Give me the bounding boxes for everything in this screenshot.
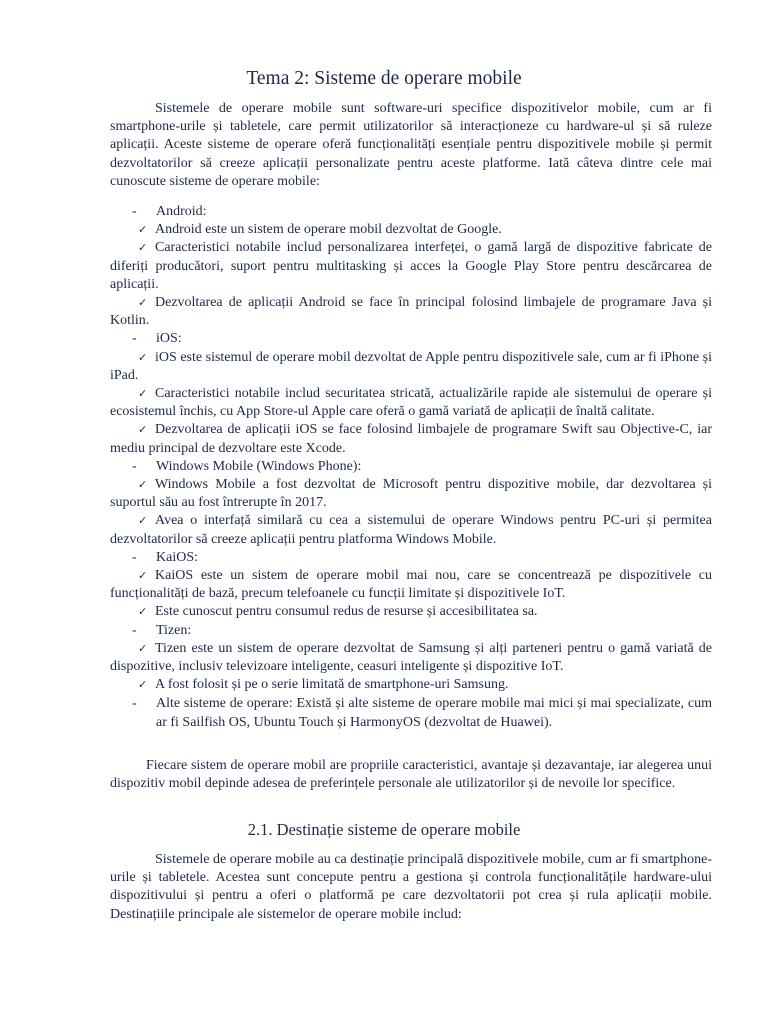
list-item-text: Avea o interfață similară cu cea a sistemului de operare Windows pentru PC-uri și permitea dezvoltatorilor să creeze aplicații pentru platforma Windows Mobile. [110, 513, 712, 547]
check-mark-icon: ✓ [138, 387, 148, 401]
list-item-heading [110, 330, 712, 348]
list-item-checked [110, 294, 712, 330]
check-mark-icon: ✓ [138, 241, 148, 255]
list-item-checked [110, 476, 712, 512]
list-item-text: Alte sisteme de operare: Există și alte sisteme de operare mobile mai mici și mai specializate, cum ar fi Sailfish OS, Ubuntu Touch și HarmonyOS (dezvoltat de Huawei). [156, 696, 712, 730]
check-mark-icon: ✓ [138, 223, 148, 237]
list-item-text: Tizen: [156, 622, 192, 638]
page-title: Tema 2: Sisteme de operare mobile [246, 68, 522, 89]
check-mark-icon: ✓ [138, 478, 148, 492]
list-item-text: Caracteristici notabile includ securitatea stricată, actualizările rapide ale sistemului de operare și ecosistemul închis, cu App Store-ul Apple care oferă o gamă variată de aplicații de înaltă calitate. [110, 386, 712, 420]
list-item-checked [110, 640, 712, 676]
check-mark-icon: ✓ [138, 641, 148, 655]
list-item-checked [110, 421, 712, 457]
list-item-text: Tizen este un sistem de operare dezvoltat de Samsung și alți parteneri pentru o gamă variată de dispozitive, inclusiv televizoare inteligente, ceasuri inteligente și dispozitive IoT. [110, 640, 712, 675]
list-item-checked [110, 221, 712, 239]
section-paragraph: Sistemele de operare mobile au ca destinație principală dispozitivele mobile, cum ar fi smartphone-urile și tabletele. Acestea sunt concepute pentru a gestiona și controla funcționalitățile hardware-ului dispozitivului și pentru a oferi o platformă pe care dezvoltatorii pot crea și rula aplicații mobile. Destinațiile principale ale sistemelor de operare mobile includ: [110, 852, 712, 922]
check-mark-icon: ✓ [138, 678, 148, 692]
list-item-text: Dezvoltarea de aplicații iOS se face folosind limbajele de programare Swift sau Objective-C, iar mediu principal de dezvoltare este Xcode. [110, 422, 712, 456]
conclusion-paragraph: Fiecare sistem de operare mobil are propriile caracteristici, avantaje și dezavantaje, iar alegerea unui dispozitiv mobil depinde adesea de preferințele personale ale utilizatorilor și de nevoile lor specifice. [110, 758, 712, 792]
check-mark-icon: ✓ [138, 423, 148, 437]
list-item-checked [110, 349, 712, 385]
list-item-heading [110, 549, 712, 567]
list-item-text: Caracteristici notabile includ personalizarea interfeței, o gamă largă de dispozitive fabricate de diferiți producători, suport pentru multitasking și acces la Google Play Store pentru descărcarea de aplicații. [110, 240, 712, 292]
list-item-heading [110, 622, 712, 640]
list-item-text: iOS: [156, 331, 182, 347]
check-mark-icon: ✓ [138, 569, 148, 583]
list-item-text: Android este un sistem de operare mobil dezvoltat de Google. [155, 222, 502, 238]
list-item-heading [110, 695, 712, 731]
list-item-text: Este cunoscut pentru consumul redus de resurse și accesibilitatea sa. [155, 604, 538, 620]
list-item-checked [110, 567, 712, 603]
check-mark-icon: ✓ [138, 605, 148, 619]
list-item-checked [110, 512, 712, 548]
list-item-text: Windows Mobile (Windows Phone): [156, 458, 362, 474]
check-mark-icon: ✓ [138, 350, 148, 364]
list-item-heading [110, 458, 712, 476]
os-list [110, 203, 712, 732]
list-item-text: KaiOS: [156, 549, 198, 565]
check-mark-icon: ✓ [138, 514, 148, 528]
list-item-text: Dezvoltarea de aplicații Android se face în principal folosind limbajele de programare Java și Kotlin. [110, 295, 712, 329]
list-item-text: Windows Mobile a fost dezvoltat de Microsoft pentru dispozitive mobile, dar dezvoltarea și suportul său au fost întrerupte în 2017. [110, 477, 712, 511]
list-item-checked [110, 676, 712, 694]
list-item-checked [110, 603, 712, 621]
list-item-checked [110, 385, 712, 421]
list-item-heading [110, 203, 712, 221]
list-item-text: iOS este sistemul de operare mobil dezvoltat de Apple pentru dispozitivele sale, cum ar fi iPhone și iPad. [110, 349, 712, 383]
list-item-checked [110, 239, 712, 294]
intro-paragraph: Sistemele de operare mobile sunt software-uri specifice dispozitivelor mobile, cum ar fi smartphone-urile și tabletele, care permit utilizatorilor să interacționeze cu hardware-ul și să ruleze aplicații. Aceste sisteme de operare oferă funcționalități esențiale pentru dispozitivele mobile și permit dezvoltatorilor să creeze aplicații personalizate pentru aceste platforme. Iată câteva dintre cele mai cunoscute sisteme de operare mobile: [110, 101, 712, 189]
list-item-text: A fost folosit și pe o serie limitată de smartphone-uri Samsung. [155, 677, 509, 693]
list-item-text: KaiOS este un sistem de operare mobil mai nou, care se concentrează pe dispozitivele cu funcționalități de bază, precum telefoanele cu funcții limitate și dispozitivele IoT. [110, 568, 712, 602]
check-mark-icon: ✓ [138, 296, 148, 310]
section-heading: 2.1. Destinație sisteme de operare mobile [247, 820, 521, 839]
list-item-text: Android: [156, 204, 207, 219]
